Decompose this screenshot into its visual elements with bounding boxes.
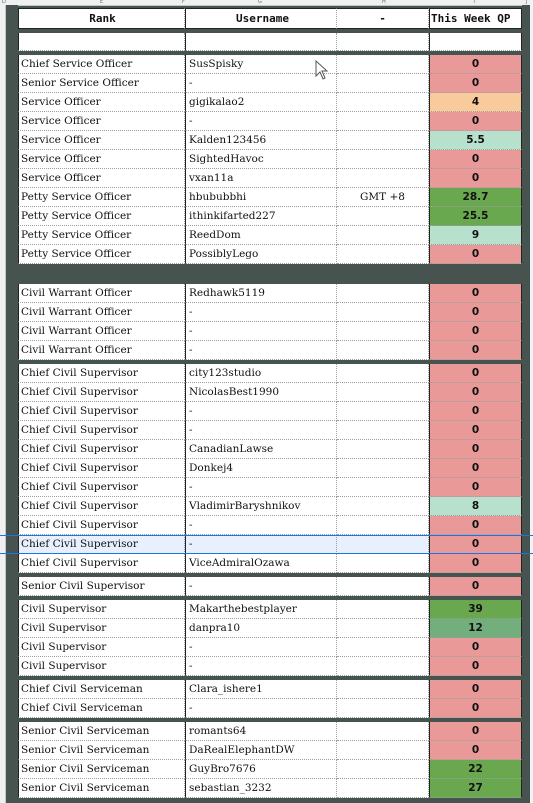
rank-cell[interactable]: Service Officer	[18, 150, 185, 169]
column-letter-i[interactable]: I	[474, 0, 476, 5]
username-cell[interactable]: danpra10	[185, 619, 337, 638]
rank-cell[interactable]: Petty Service Officer	[18, 207, 185, 226]
roster-row[interactable]	[18, 226, 522, 245]
qp-cell[interactable]: 9	[429, 226, 522, 245]
username-cell[interactable]: -	[185, 699, 337, 718]
column-letter-d[interactable]: D	[2, 0, 6, 5]
username-cell[interactable]: -	[185, 341, 337, 360]
username-cell[interactable]: SusSpisky	[185, 55, 337, 74]
roster-row[interactable]	[18, 779, 522, 798]
timezone-cell[interactable]	[337, 516, 429, 535]
header-username[interactable]: Username	[185, 8, 337, 29]
qp-cell[interactable]: 0	[429, 322, 522, 341]
timezone-cell[interactable]: GMT +8	[337, 188, 429, 207]
qp-cell[interactable]: 0	[429, 699, 522, 718]
timezone-cell[interactable]	[337, 657, 429, 676]
rank-cell[interactable]: Civil Supervisor	[18, 600, 185, 619]
roster-row[interactable]	[18, 421, 522, 440]
roster-row[interactable]	[18, 535, 522, 554]
rank-cell[interactable]: Chief Civil Serviceman	[18, 680, 185, 699]
username-cell[interactable]: CanadianLawse	[185, 440, 337, 459]
username-cell[interactable]: GuyBro7676	[185, 760, 337, 779]
cell[interactable]	[185, 33, 337, 51]
header-row	[18, 8, 522, 29]
roster-row[interactable]	[18, 440, 522, 459]
cell[interactable]	[429, 33, 522, 51]
timezone-cell[interactable]	[337, 383, 429, 402]
roster-row[interactable]	[18, 657, 522, 676]
column-letter-f[interactable]: F	[182, 0, 185, 5]
username-cell[interactable]: Donkej4	[185, 459, 337, 478]
rank-cell[interactable]: Senior Service Officer	[18, 74, 185, 93]
timezone-cell[interactable]	[337, 74, 429, 93]
rank-cell[interactable]: Petty Service Officer	[18, 188, 185, 207]
qp-cell[interactable]: 0	[429, 55, 522, 74]
timezone-cell[interactable]	[337, 760, 429, 779]
qp-cell[interactable]: 5.5	[429, 131, 522, 150]
username-cell[interactable]: sebastian_3232	[185, 779, 337, 798]
roster-row[interactable]	[18, 577, 522, 596]
rank-cell[interactable]: Civil Supervisor	[18, 619, 185, 638]
roster-row[interactable]	[18, 93, 522, 112]
qp-cell[interactable]: 0	[429, 402, 522, 421]
timezone-cell[interactable]	[337, 364, 429, 383]
username-cell[interactable]: ReedDom	[185, 226, 337, 245]
qp-cell[interactable]: 4	[429, 93, 522, 112]
roster-row[interactable]	[18, 638, 522, 657]
username-cell[interactable]: Redhawk5119	[185, 284, 337, 303]
header-rank[interactable]: Rank	[18, 8, 185, 29]
rank-cell[interactable]: Senior Civil Serviceman	[18, 779, 185, 798]
header-this-week-qp[interactable]: This Week QP	[429, 8, 522, 29]
timezone-cell[interactable]	[337, 341, 429, 360]
qp-cell[interactable]: 0	[429, 680, 522, 699]
qp-cell[interactable]: 0	[429, 284, 522, 303]
username-cell[interactable]: ViceAdmiralOzawa	[185, 554, 337, 573]
rank-cell[interactable]: Senior Civil Serviceman	[18, 760, 185, 779]
rank-cell[interactable]: Chief Civil Serviceman	[18, 699, 185, 718]
username-cell[interactable]: -	[185, 303, 337, 322]
qp-cell[interactable]: 0	[429, 722, 522, 741]
timezone-cell[interactable]	[337, 303, 429, 322]
rank-cell[interactable]: Civil Warrant Officer	[18, 284, 185, 303]
roster-row[interactable]	[18, 55, 522, 74]
username-cell[interactable]: -	[185, 478, 337, 497]
roster-row[interactable]	[18, 383, 522, 402]
roster-row[interactable]	[18, 245, 522, 264]
row-selection-line	[0, 535, 533, 536]
rank-cell[interactable]: Service Officer	[18, 93, 185, 112]
roster-row[interactable]	[18, 284, 522, 303]
username-cell[interactable]: romants64	[185, 722, 337, 741]
roster-row[interactable]	[18, 341, 522, 360]
rank-cell[interactable]: Senior Civil Serviceman	[18, 722, 185, 741]
qp-cell[interactable]: 0	[429, 303, 522, 322]
timezone-cell[interactable]	[337, 112, 429, 131]
roster-row[interactable]	[18, 497, 522, 516]
qp-cell[interactable]: 0	[429, 577, 522, 596]
timezone-cell[interactable]	[337, 459, 429, 478]
username-cell[interactable]: VladimirBaryshnikov	[185, 497, 337, 516]
qp-cell[interactable]: 0	[429, 364, 522, 383]
rank-cell[interactable]: Chief Civil Supervisor	[18, 383, 185, 402]
timezone-cell[interactable]	[337, 779, 429, 798]
rank-cell[interactable]: Petty Service Officer	[18, 226, 185, 245]
rank-cell[interactable]: Civil Supervisor	[18, 657, 185, 676]
rank-cell[interactable]: Senior Civil Serviceman	[18, 741, 185, 760]
rank-cell[interactable]: Service Officer	[18, 169, 185, 188]
roster-row[interactable]	[18, 516, 522, 535]
rank-cell[interactable]: Chief Civil Supervisor	[18, 402, 185, 421]
timezone-cell[interactable]	[337, 638, 429, 657]
timezone-cell[interactable]	[337, 150, 429, 169]
roster-row[interactable]	[18, 150, 522, 169]
rank-cell[interactable]: Service Officer	[18, 131, 185, 150]
timezone-cell[interactable]	[337, 55, 429, 74]
timezone-cell[interactable]	[337, 322, 429, 341]
qp-cell[interactable]: 39	[429, 600, 522, 619]
timezone-cell[interactable]	[337, 402, 429, 421]
rank-cell[interactable]: Civil Warrant Officer	[18, 322, 185, 341]
qp-cell[interactable]: 0	[429, 383, 522, 402]
qp-cell[interactable]: 0	[429, 478, 522, 497]
qp-cell[interactable]: 0	[429, 459, 522, 478]
qp-cell[interactable]: 8	[429, 497, 522, 516]
timezone-cell[interactable]	[337, 741, 429, 760]
qp-cell[interactable]: 0	[429, 516, 522, 535]
qp-cell[interactable]: 0	[429, 112, 522, 131]
username-cell[interactable]: -	[185, 322, 337, 341]
rank-cell[interactable]: Chief Civil Supervisor	[18, 497, 185, 516]
timezone-cell[interactable]	[337, 722, 429, 741]
column-header-bar	[0, 0, 533, 6]
qp-cell[interactable]: 0	[429, 535, 522, 554]
username-cell[interactable]: vxan11a	[185, 169, 337, 188]
rank-cell[interactable]: Chief Civil Supervisor	[18, 554, 185, 573]
qp-cell[interactable]: 0	[429, 74, 522, 93]
timezone-cell[interactable]	[337, 699, 429, 718]
qp-cell[interactable]: 25.5	[429, 207, 522, 226]
roster-row[interactable]	[18, 680, 522, 699]
qp-cell[interactable]: 0	[429, 657, 522, 676]
timezone-cell[interactable]	[337, 169, 429, 188]
rank-cell[interactable]: Petty Service Officer	[18, 245, 185, 264]
roster-row[interactable]	[18, 554, 522, 573]
username-cell[interactable]: ithinkifarted227	[185, 207, 337, 226]
qp-cell[interactable]: 0	[429, 341, 522, 360]
roster-row[interactable]	[18, 364, 522, 383]
timezone-cell[interactable]	[337, 284, 429, 303]
column-letter-g[interactable]: G	[258, 0, 262, 5]
timezone-cell[interactable]	[337, 478, 429, 497]
username-cell[interactable]: -	[185, 535, 337, 554]
username-cell[interactable]: DaRealElephantDW	[185, 741, 337, 760]
rank-cell[interactable]: Chief Civil Supervisor	[18, 459, 185, 478]
rank-cell[interactable]: Chief Service Officer	[18, 55, 185, 74]
username-cell[interactable]: -	[185, 657, 337, 676]
roster-row[interactable]	[18, 478, 522, 497]
roster-row[interactable]	[18, 459, 522, 478]
username-cell[interactable]: -	[185, 638, 337, 657]
roster-row[interactable]	[18, 131, 522, 150]
timezone-cell[interactable]	[337, 680, 429, 699]
mouse-pointer-icon	[315, 60, 329, 80]
group-gap-row	[18, 264, 522, 284]
rank-cell[interactable]: Chief Civil Supervisor	[18, 364, 185, 383]
timezone-cell[interactable]	[337, 577, 429, 596]
timezone-cell[interactable]	[337, 497, 429, 516]
username-cell[interactable]: Clara_ishere1	[185, 680, 337, 699]
column-letter-j[interactable]: J	[526, 0, 528, 5]
column-letter-h[interactable]: H	[382, 0, 386, 5]
username-cell[interactable]: -	[185, 112, 337, 131]
timezone-cell[interactable]	[337, 600, 429, 619]
qp-cell[interactable]: 12	[429, 619, 522, 638]
username-cell[interactable]: SightedHavoc	[185, 150, 337, 169]
qp-cell[interactable]: 27	[429, 779, 522, 798]
blank-row[interactable]	[18, 33, 522, 51]
rank-cell[interactable]: Civil Warrant Officer	[18, 341, 185, 360]
username-cell[interactable]: -	[185, 421, 337, 440]
timezone-cell[interactable]	[337, 619, 429, 638]
timezone-cell[interactable]	[337, 535, 429, 554]
username-cell[interactable]: gigikalao2	[185, 93, 337, 112]
username-cell[interactable]: Makarthebestplayer	[185, 600, 337, 619]
qp-cell[interactable]: 28.7	[429, 188, 522, 207]
qp-cell[interactable]: 0	[429, 741, 522, 760]
username-cell[interactable]: -	[185, 516, 337, 535]
rank-cell[interactable]: Chief Civil Supervisor	[18, 535, 185, 554]
username-cell[interactable]: hbububbhi	[185, 188, 337, 207]
username-cell[interactable]: NicolasBest1990	[185, 383, 337, 402]
qp-cell[interactable]: 0	[429, 554, 522, 573]
roster-row[interactable]	[18, 322, 522, 341]
column-letter-e[interactable]: E	[100, 0, 104, 5]
roster-sheet	[18, 8, 522, 798]
cell[interactable]	[18, 33, 185, 51]
row-selection-line	[0, 553, 533, 554]
rank-cell[interactable]: Chief Civil Supervisor	[18, 440, 185, 459]
username-cell[interactable]: PossiblyLego	[185, 245, 337, 264]
qp-cell[interactable]: 0	[429, 440, 522, 459]
timezone-cell[interactable]	[337, 207, 429, 226]
roster-row[interactable]	[18, 722, 522, 741]
qp-cell[interactable]: 0	[429, 245, 522, 264]
rank-cell[interactable]: Civil Warrant Officer	[18, 303, 185, 322]
username-cell[interactable]: city123studio	[185, 364, 337, 383]
roster-row[interactable]	[18, 74, 522, 93]
username-cell[interactable]: -	[185, 74, 337, 93]
roster-row[interactable]	[18, 207, 522, 226]
rank-cell[interactable]: Service Officer	[18, 112, 185, 131]
rank-cell[interactable]: Civil Supervisor	[18, 638, 185, 657]
timezone-cell[interactable]	[337, 245, 429, 264]
roster-row[interactable]	[18, 619, 522, 638]
qp-cell[interactable]: 0	[429, 638, 522, 657]
timezone-cell[interactable]	[337, 131, 429, 150]
timezone-cell[interactable]	[337, 440, 429, 459]
left-border-column	[6, 5, 18, 803]
roster-row[interactable]	[18, 760, 522, 779]
timezone-cell[interactable]	[337, 421, 429, 440]
roster-row[interactable]	[18, 303, 522, 322]
timezone-cell[interactable]	[337, 226, 429, 245]
roster-row[interactable]	[18, 402, 522, 421]
roster-row[interactable]	[18, 112, 522, 131]
qp-cell[interactable]: 0	[429, 169, 522, 188]
cell[interactable]	[337, 33, 429, 51]
username-cell[interactable]: -	[185, 577, 337, 596]
rank-cell[interactable]: Chief Civil Supervisor	[18, 516, 185, 535]
roster-row[interactable]	[18, 741, 522, 760]
rank-cell[interactable]: Chief Civil Supervisor	[18, 421, 185, 440]
roster-row[interactable]	[18, 600, 522, 619]
qp-cell[interactable]: 0	[429, 421, 522, 440]
header-timezone[interactable]: -	[337, 8, 429, 29]
rank-cell[interactable]: Chief Civil Supervisor	[18, 478, 185, 497]
qp-cell[interactable]: 22	[429, 760, 522, 779]
rank-cell[interactable]: Senior Civil Supervisor	[18, 577, 185, 596]
username-cell[interactable]: Kalden123456	[185, 131, 337, 150]
timezone-cell[interactable]	[337, 93, 429, 112]
roster-row[interactable]	[18, 699, 522, 718]
roster-row[interactable]	[18, 188, 522, 207]
qp-cell[interactable]: 0	[429, 150, 522, 169]
username-cell[interactable]: -	[185, 402, 337, 421]
roster-row[interactable]	[18, 169, 522, 188]
timezone-cell[interactable]	[337, 554, 429, 573]
